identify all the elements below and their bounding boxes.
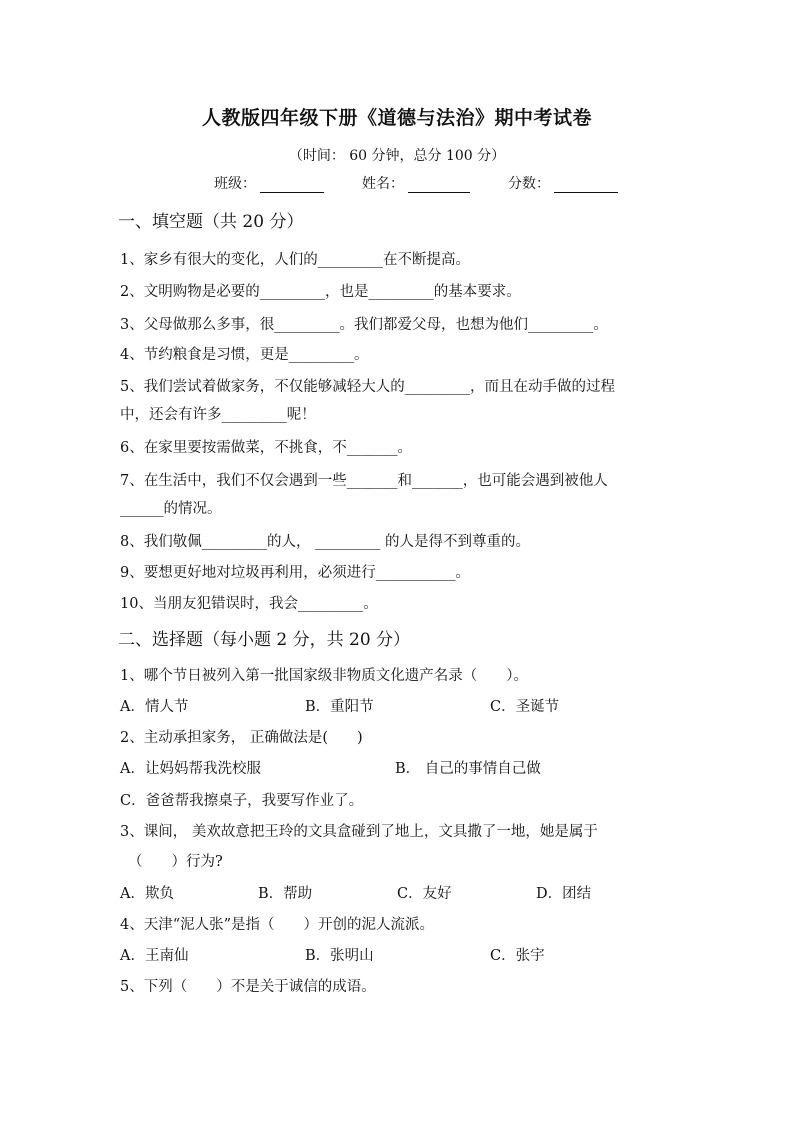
fill-question-4: 4、节约粮食是习惯，更是_________。 bbox=[120, 347, 369, 363]
name-field bbox=[362, 173, 470, 193]
choice-question-5: 5、下列（ ）不是关于诚信的成语。 bbox=[120, 979, 376, 995]
choice-1-option-a[interactable]: A．情人节 bbox=[120, 699, 189, 715]
class-field bbox=[214, 173, 324, 193]
fill-question-3: 3、父母做那么多事，很_________。我们都爱父母，也想为他们_________。 bbox=[120, 317, 608, 333]
fill-question-1: 1、家乡有很大的变化，人们的_________在不断提高。 bbox=[120, 252, 470, 268]
section-choice-heading: 二、选择题（每小题 2 分，共 20 分） bbox=[118, 630, 411, 650]
fill-question-2: 2、文明购物是必要的_________，也是_________的基本要求。 bbox=[120, 284, 521, 300]
choice-question-1: 1、哪个节日被列入第一批国家级非物质文化遗产名录（ ）。 bbox=[120, 668, 528, 684]
score-blank[interactable] bbox=[554, 175, 618, 193]
choice-question-4: 4、天津“泥人张”是指（ ）开创的泥人流派。 bbox=[120, 917, 435, 933]
fill-question-9: 9、要想更好地对垃圾再利用，必须进行___________。 bbox=[120, 565, 470, 581]
choice-4-option-b[interactable]: B．张明山 bbox=[305, 948, 374, 964]
choice-3-option-b[interactable]: B．帮助 bbox=[258, 886, 313, 902]
choice-4-option-c[interactable]: C．张宇 bbox=[490, 948, 545, 964]
choice-4-option-a[interactable]: A．王南仙 bbox=[120, 948, 189, 964]
choice-2-option-a[interactable]: A．让妈妈帮我洗校服 bbox=[120, 761, 261, 777]
fill-question-5-line-1: 5、我们尝试着做家务，不仅能够减轻大人的_________，而且在动手做的过程 bbox=[120, 379, 615, 395]
choice-question-3-line-2: （ ）行为? bbox=[128, 854, 223, 870]
fill-question-10: 10、当朋友犯错误时，我会_________。 bbox=[120, 596, 378, 612]
choice-3-option-d[interactable]: D．团结 bbox=[536, 886, 592, 902]
name-blank[interactable] bbox=[408, 175, 470, 193]
choice-2-option-c[interactable]: C．爸爸帮我擦桌子，我要写作业了。 bbox=[120, 793, 364, 809]
choice-1-option-b[interactable]: B．重阳节 bbox=[305, 699, 374, 715]
choice-question-2: 2、主动承担家务， 正确做法是( ) bbox=[120, 730, 363, 746]
section-fill-in-heading: 一、填空题（共 20 分） bbox=[118, 212, 304, 232]
choice-question-3-line-1: 3、课间， 美欢故意把王玲的文具盒碰到了地上，文具撒了一地，她是属于 bbox=[120, 824, 598, 840]
choice-1-option-c[interactable]: C．圣诞节 bbox=[490, 699, 560, 715]
exam-subtitle: （时间： 60 分钟，总分 100 分） bbox=[288, 148, 506, 164]
fill-question-7-line-2: ______的情况。 bbox=[120, 501, 222, 517]
class-label: 班级： bbox=[214, 176, 256, 192]
name-label: 姓名： bbox=[362, 176, 404, 192]
choice-2-option-b[interactable]: B． 自己的事情自己做 bbox=[395, 761, 541, 777]
choice-3-option-a[interactable]: A．欺负 bbox=[120, 886, 174, 902]
score-field bbox=[508, 173, 618, 193]
fill-question-5-line-2: 中，还会有许多_________呢！ bbox=[120, 407, 316, 423]
student-info-row bbox=[214, 173, 634, 197]
fill-question-6: 6、在家里要按需做菜，不挑食，不_______。 bbox=[120, 440, 412, 456]
class-blank[interactable] bbox=[260, 175, 324, 193]
fill-question-8: 8、我们敬佩_________的人， _________ 的人是得不到尊重的。 bbox=[120, 534, 530, 550]
score-label: 分数： bbox=[508, 176, 550, 192]
fill-question-7-line-1: 7、在生活中，我们不仅会遇到一些_______和_______，也可能会遇到被他人 bbox=[120, 473, 608, 489]
exam-title: 人教版四年级下册《道德与法治》期中考试卷 bbox=[201, 107, 592, 129]
choice-3-option-c[interactable]: C．友好 bbox=[397, 886, 452, 902]
